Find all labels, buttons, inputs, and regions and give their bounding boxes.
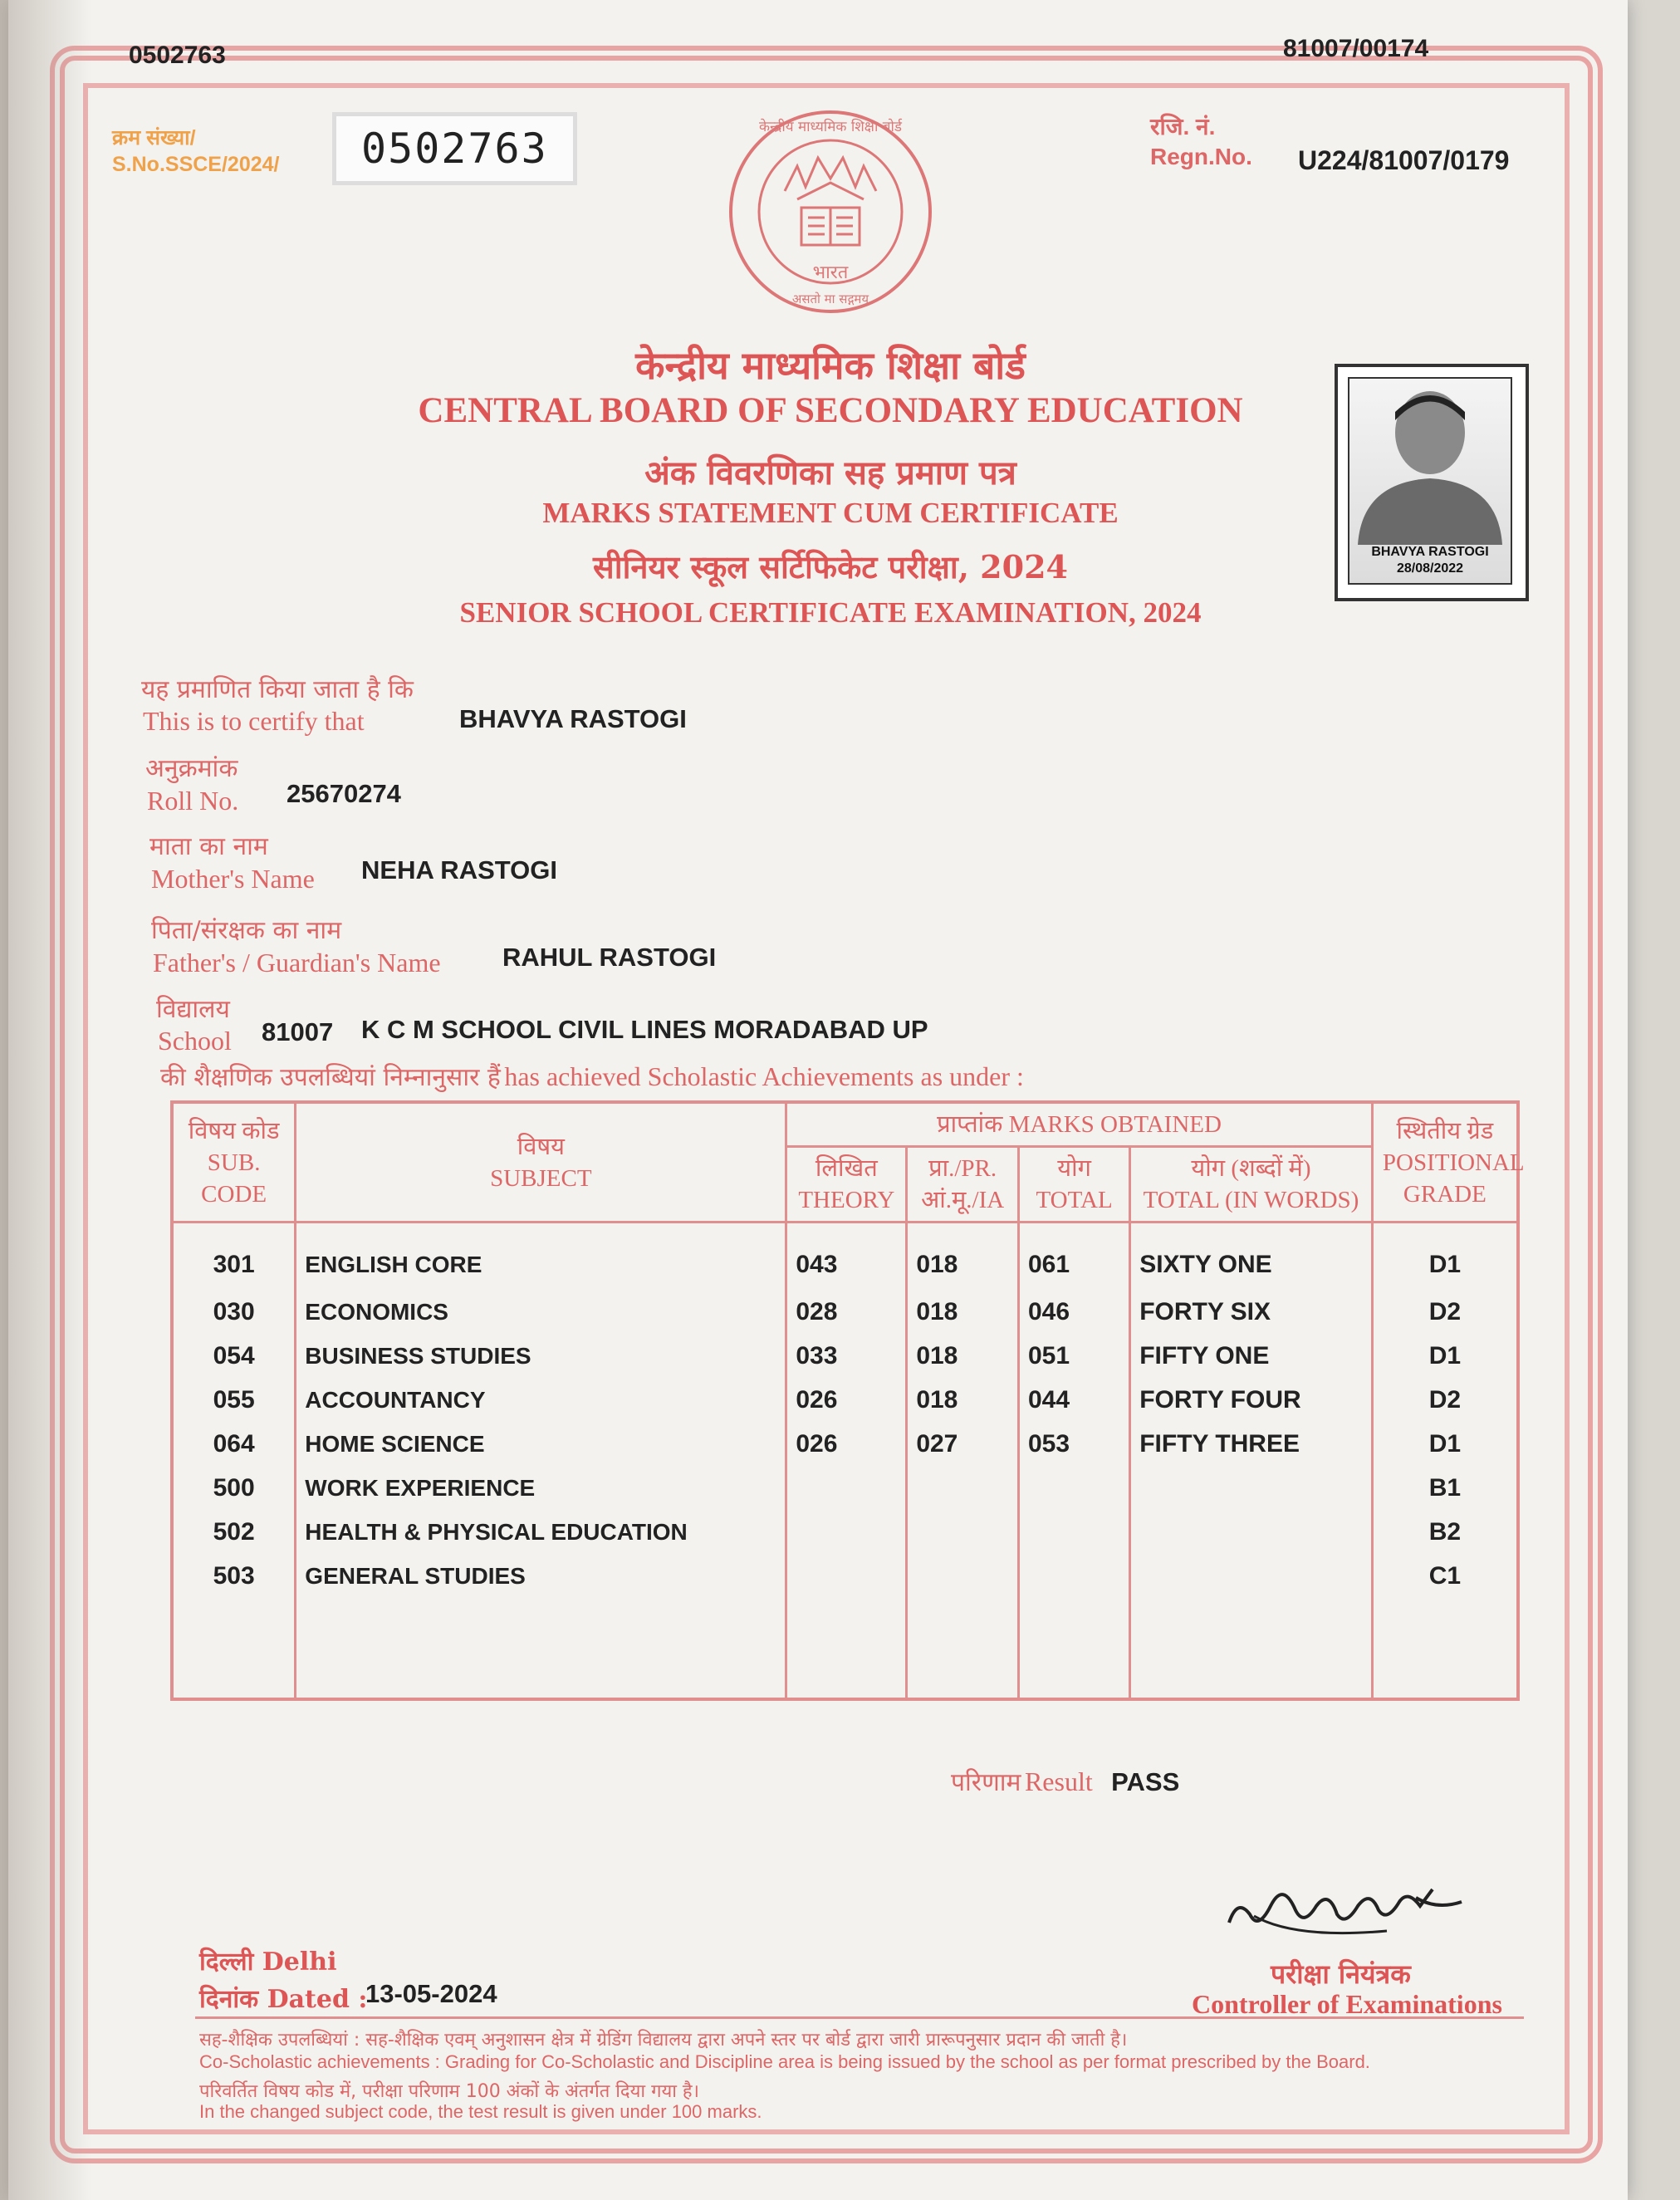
- cell-words: [1130, 1554, 1373, 1598]
- note-changed-code-hi: परिवर्तित विषय कोड में, परीक्षा परिणाम 100 अंकों के अंतर्गत दिया गया है।: [199, 2081, 699, 2102]
- person-icon: [1349, 379, 1511, 545]
- cell-total: 044: [1018, 1378, 1129, 1422]
- header-sub-code: [172, 1102, 296, 1222]
- cell-words: FIFTY ONE: [1130, 1334, 1373, 1378]
- cell-code: 500: [172, 1466, 296, 1510]
- photo-frame: [1348, 377, 1512, 585]
- cell-total: 046: [1018, 1290, 1129, 1334]
- result-label-hi: परिणाम: [951, 1768, 1021, 1797]
- cell-grade: B2: [1372, 1510, 1518, 1554]
- cell-theory: 028: [786, 1290, 907, 1334]
- dated-label: दिनांक Dated :: [199, 1985, 368, 2014]
- result-label-en: Result: [1024, 1766, 1093, 1796]
- header-theory: [786, 1147, 907, 1222]
- header-subject-hi: विषय: [517, 1133, 565, 1160]
- mother-name: NEHA RASTOGI: [361, 855, 557, 884]
- roll-label-hi: अनुक्रमांक: [145, 754, 238, 783]
- certificate-paper: [8, 0, 1628, 2200]
- cell-grade: D1: [1372, 1222, 1518, 1291]
- header-words-hi: योग (शब्दों में): [1191, 1155, 1311, 1182]
- header-marks-obtained: [786, 1102, 1372, 1147]
- cell-practical: 018: [907, 1378, 1019, 1422]
- table-row: [172, 1290, 1518, 1334]
- cell-practical: [907, 1510, 1019, 1554]
- school-code: 81007: [262, 1017, 334, 1046]
- cell-practical: 018: [907, 1290, 1019, 1334]
- table-row: [172, 1378, 1518, 1422]
- regn-number: U224/81007/0179: [1298, 145, 1510, 175]
- note-coscholastic-en: Co-Scholastic achievements : Grading for Co-Scholastic and Discipline area is being issued by the school as per format prescribed by the Board.: [199, 2051, 1370, 2072]
- table-row: [172, 1222, 1518, 1291]
- cell-words: FORTY SIX: [1130, 1290, 1373, 1334]
- cell-grade: B1: [1372, 1466, 1518, 1510]
- header-theory-en: THEORY: [798, 1187, 895, 1213]
- note-coscholastic-hi: सह-शैक्षिक उपलब्धियां : सह-शैक्षिक एवम् अनुशासन क्षेत्र में ग्रेडिंग विद्यालय द्वारा अपने स्तर पर बोर्ड द्वारा जारी प्रारूपनुसार प्रदान की जाती है।: [199, 2030, 1128, 2051]
- cell-words: SIXTY ONE: [1130, 1222, 1373, 1291]
- doc-title-en: MARKS STATEMENT CUM CERTIFICATE: [542, 497, 1119, 529]
- cell-practical: 027: [907, 1422, 1019, 1466]
- cell-subject: HOME SCIENCE: [296, 1422, 786, 1466]
- table-row: [172, 1554, 1518, 1598]
- regn-label: [1150, 112, 1252, 172]
- cell-total: 051: [1018, 1334, 1129, 1378]
- cell-subject: ECONOMICS: [296, 1290, 786, 1334]
- regn-label-hi: रजि. नं.: [1150, 114, 1216, 140]
- controller-signature-icon: [1221, 1864, 1470, 1956]
- cell-practical: 018: [907, 1222, 1019, 1291]
- cell-grade: D1: [1372, 1334, 1518, 1378]
- top-right-number: 81007/00174: [1283, 35, 1429, 62]
- header-total-hi: योग: [1057, 1155, 1091, 1182]
- serial-label: [112, 125, 279, 178]
- table-blank-row: [172, 1598, 1518, 1699]
- cell-subject: ENGLISH CORE: [296, 1222, 786, 1291]
- controller-title-en: Controller of Examinations: [1192, 1989, 1502, 2019]
- cell-words: [1130, 1510, 1373, 1554]
- cell-subject: BUSINESS STUDIES: [296, 1334, 786, 1378]
- roll-number: 25670274: [287, 779, 401, 808]
- header-code-en: SUB. CODE: [201, 1149, 267, 1208]
- header-grade-hi: स्थितीय ग्रेड: [1396, 1117, 1494, 1144]
- cell-practical: [907, 1466, 1019, 1510]
- board-title-en: CENTRAL BOARD OF SECONDARY EDUCATION: [418, 391, 1243, 430]
- photo-caption-date: 28/08/2022: [1396, 561, 1464, 576]
- table-row: [172, 1510, 1518, 1554]
- cell-code: 301: [172, 1222, 296, 1291]
- cell-theory: [786, 1510, 907, 1554]
- cell-subject: ACCOUNTANCY: [296, 1378, 786, 1422]
- student-name: BHAVYA RASTOGI: [459, 704, 687, 733]
- school-label-en: School: [158, 1026, 232, 1056]
- header-total-en: TOTAL: [1036, 1187, 1113, 1213]
- student-photo: [1335, 364, 1529, 601]
- cell-code: 030: [172, 1290, 296, 1334]
- serial-number-box: 0502763: [332, 112, 577, 185]
- header-practical: [907, 1147, 1019, 1222]
- header-words-en: TOTAL (IN WORDS): [1143, 1187, 1359, 1213]
- header-pr-hi: प्रा./PR.: [928, 1155, 997, 1182]
- cell-grade: D2: [1372, 1378, 1518, 1422]
- cell-practical: 018: [907, 1334, 1019, 1378]
- emblem-text-motto: असतो मा सद्गमय: [791, 292, 869, 306]
- father-label-hi: पिता/संरक्षक का नाम: [151, 916, 342, 945]
- certify-label-hi: यह प्रमाणित किया जाता है कि: [141, 675, 414, 704]
- result-line: [951, 1764, 1179, 1798]
- cell-total: [1018, 1466, 1129, 1510]
- issue-date: 13-05-2024: [365, 1979, 497, 2008]
- cell-words: [1130, 1466, 1373, 1510]
- cell-code: 064: [172, 1422, 296, 1466]
- school-label-hi: विद्यालय: [156, 995, 230, 1024]
- table-row: [172, 1466, 1518, 1510]
- header-pr-en: आं.मू./IA: [921, 1187, 1005, 1213]
- cell-total: 053: [1018, 1422, 1129, 1466]
- header-subject-en: SUBJECT: [490, 1164, 592, 1192]
- achieved-label-en: has achieved Scholastic Achievements as under :: [504, 1061, 1024, 1091]
- table-row: [172, 1422, 1518, 1466]
- place-city: दिल्ली Delhi: [199, 1948, 337, 1977]
- header-total: [1018, 1147, 1129, 1222]
- cell-theory: 033: [786, 1334, 907, 1378]
- cell-theory: 043: [786, 1222, 907, 1291]
- result-value: PASS: [1111, 1767, 1180, 1796]
- cell-grade: D2: [1372, 1290, 1518, 1334]
- emblem-text-bharat: भारत: [812, 262, 849, 283]
- certify-label-en: This is to certify that: [143, 706, 365, 736]
- cell-subject: WORK EXPERIENCE: [296, 1466, 786, 1510]
- doc-title-hi: अंक विवरणिका सह प्रमाण पत्र: [644, 453, 1016, 492]
- cell-code: 055: [172, 1378, 296, 1422]
- cell-theory: [786, 1466, 907, 1510]
- mother-label-hi: माता का नाम: [149, 832, 268, 861]
- header-grade-en: POSITIONAL GRADE: [1382, 1149, 1525, 1208]
- cell-words: FIFTY THREE: [1130, 1422, 1373, 1466]
- header-marks-hi: प्राप्तांक: [937, 1111, 1003, 1138]
- marks-table: [170, 1100, 1525, 1701]
- emblem-text-board: केन्द्रीय माध्यमिक शिक्षा बोर्ड: [758, 119, 903, 135]
- cell-theory: [786, 1554, 907, 1598]
- cell-total: 061: [1018, 1222, 1129, 1291]
- regn-label-en: Regn.No.: [1150, 144, 1252, 169]
- father-name: RAHUL RASTOGI: [502, 943, 717, 972]
- mother-label-en: Mother's Name: [151, 864, 315, 894]
- header-theory-hi: लिखित: [815, 1155, 878, 1182]
- table-row: [172, 1334, 1518, 1378]
- header-grade: [1372, 1102, 1525, 1222]
- cell-total: [1018, 1554, 1129, 1598]
- note-changed-code-en: In the changed subject code, the test result is given under 100 marks.: [199, 2101, 762, 2122]
- cell-subject: HEALTH & PHYSICAL EDUCATION: [296, 1510, 786, 1554]
- serial-label-en: S.No.SSCE/2024/: [112, 153, 280, 176]
- header-marks-en: MARKS OBTAINED: [1008, 1111, 1222, 1138]
- cell-grade: C1: [1372, 1554, 1518, 1598]
- cell-words: FORTY FOUR: [1130, 1378, 1373, 1422]
- top-left-number: 0502763: [129, 42, 226, 69]
- father-label-en: Father's / Guardian's Name: [153, 948, 441, 978]
- cell-grade: D1: [1372, 1422, 1518, 1466]
- cell-theory: 026: [786, 1422, 907, 1466]
- cell-practical: [907, 1554, 1019, 1598]
- header-code-hi: विषय कोड: [188, 1117, 280, 1144]
- cell-code: 502: [172, 1510, 296, 1554]
- exam-title-en: SENIOR SCHOOL CERTIFICATE EXAMINATION, 2024: [459, 596, 1202, 629]
- header-total-words: [1130, 1147, 1373, 1222]
- cell-subject: GENERAL STUDIES: [296, 1554, 786, 1598]
- serial-label-hi: क्रम संख्या/: [112, 126, 196, 149]
- cell-code: 503: [172, 1554, 296, 1598]
- photo-caption-name: BHAVYA RASTOGI: [1371, 545, 1489, 559]
- achieved-label-hi: की शैक्षणिक उपलब्धियां निम्नानुसार हैं: [160, 1063, 501, 1092]
- cell-total: [1018, 1510, 1129, 1554]
- roll-label-en: Roll No.: [147, 786, 239, 816]
- header-subject: [296, 1102, 786, 1222]
- cell-code: 054: [172, 1334, 296, 1378]
- school-name: K C M SCHOOL CIVIL LINES MORADABAD UP: [361, 1015, 928, 1044]
- cell-theory: 026: [786, 1378, 907, 1422]
- achievements-line: [160, 1059, 1024, 1093]
- board-title-hi: केन्द्रीय माध्यमिक शिक्षा बोर्ड: [635, 343, 1026, 388]
- photo-glare: [0, 0, 91, 2200]
- exam-title-hi: सीनियर स्कूल सर्टिफिकेट परीक्षा, 2024: [593, 548, 1068, 586]
- notes-divider: [195, 2016, 1524, 2019]
- controller-title-hi: परीक्षा नियंत्रक: [1271, 1958, 1411, 1990]
- cbse-emblem-icon: [718, 100, 943, 324]
